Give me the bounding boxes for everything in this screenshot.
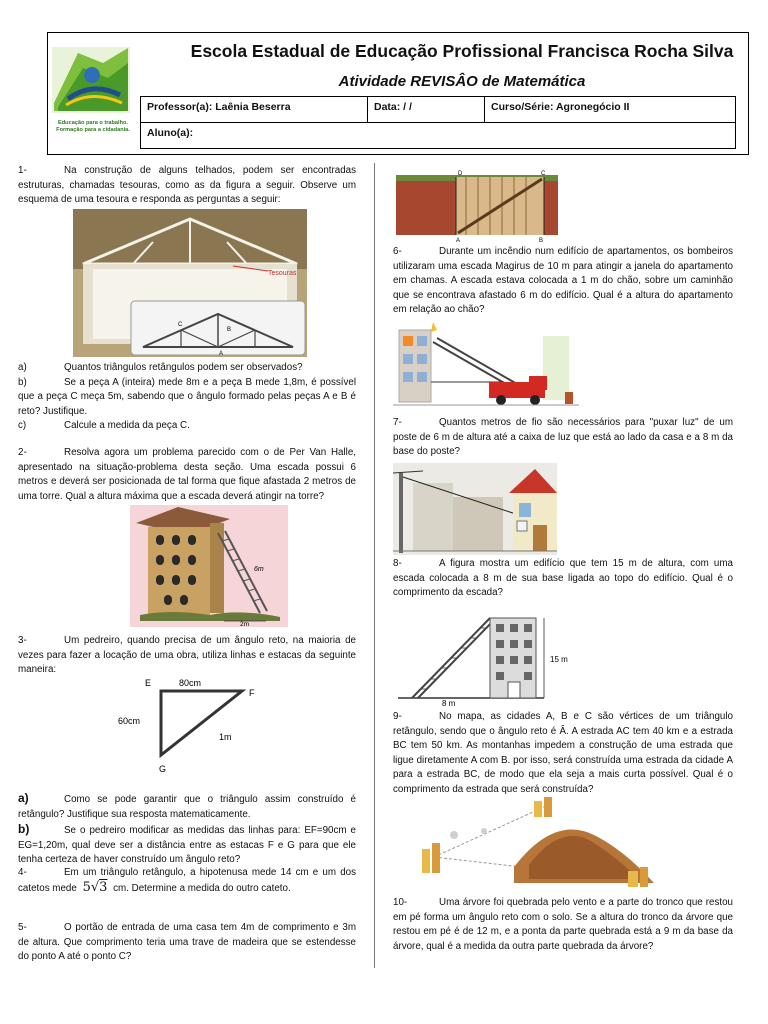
column-divider	[374, 163, 375, 968]
question-6	[393, 245, 733, 318]
question-text: Um pedreiro, quando precisa de um ângulo reto, na maioria de vezes para fazer a locação de uma obra, utiliza linhas e estacas da seguinte maneira:	[18, 635, 356, 675]
point-g-label: G	[159, 764, 167, 774]
question-1	[18, 164, 356, 208]
question-number: 2-	[18, 447, 27, 458]
question-text: Uma árvore foi quebrada pelo vento e a parte do tronco que restou em pé forma um ângulo reto com o solo. Se a altura do tronco da árvore que restou em pé é de 12 m, e a ponta da parte quebrada está a 9 m da base da árvore, qual é a medida da outra parte quebrada da árvore?	[393, 897, 733, 952]
question-text: O portão de entrada de uma casa tem 4m de comprimento e 3m de altura. Que comprimento teria uma trave de madeira que se estendesse do ponto A até o ponto C?	[18, 922, 356, 962]
question-5	[18, 921, 356, 965]
item-b-label: b)	[18, 376, 27, 388]
fire-truck-figure	[393, 320, 579, 412]
activity-title: Atividade REVISÂO de Matemática	[338, 73, 586, 90]
question-text-part-2: cm. Determine a medida do outro cateto.	[113, 882, 291, 894]
pole-house-figure	[393, 463, 557, 555]
question-number: 4-	[18, 867, 27, 878]
question-text: Durante um incêndio num edifício de apartamentos, os bombeiros utilizaram uma escada Magirus de 10 m para atingir a janela do apartamento em chamas. A escada estava colocada a 1 m do chão, sobre um caminhão que se encontrava afastado 6 m do edifício. Qual é a altura do apartamento em relação ao chão?	[393, 246, 733, 315]
question-text-part-1: Em um triângulo retângulo, a hipotenusa mede 14 cm e um dos catetos mede	[18, 867, 356, 894]
question-9	[393, 710, 733, 797]
tower-ladder-figure	[130, 505, 288, 627]
question-number: 10-	[393, 897, 408, 908]
building-height-label: 15 m	[550, 655, 568, 664]
gate-point-d: D	[458, 171, 463, 177]
point-e-label: E	[145, 678, 152, 688]
point-c-label: C	[178, 322, 183, 328]
question-text: No mapa, as cidades A, B e C são vértices de um triângulo retângulo, sendo que o ângulo reto é Â. A estrada AC tem 40 km e a estrada BC tem 50 km. As montanhas impedem a construção de uma estrada que ligue diretamente A com B. por isso, será construída uma estrada da cidade A para a estrada BC, de modo que ela seja a mais curta possível. Qual é o comprimento da estrada que será construída?	[393, 711, 733, 795]
item-b-text: Se a peça A (inteira) mede 8m e a peça B mede 1,8m, é possível que a peça C meça 5m, sabendo que o ângulo formado pelas peças A e B é reto? Justifique.	[18, 376, 356, 417]
school-name: Escola Estadual de Educação Profissional Francisca Rocha Silva	[190, 41, 734, 61]
gate-figure	[396, 165, 558, 243]
point-f-label: F	[249, 688, 255, 698]
question-1-items	[18, 361, 356, 434]
radical-expression: 5√3	[82, 879, 108, 895]
roof-truss-figure	[73, 209, 307, 357]
logo-text-2: Formação para a cidadania.	[56, 127, 130, 133]
school-logo	[48, 33, 138, 154]
header-box	[47, 32, 749, 155]
side-fg-label: 1m	[219, 732, 232, 742]
item-b-text: Se o pedreiro modificar as medidas das linhas para: EF=90cm e EG=1,20m, qual deve ser a distância entre as estacas F e G para que ele tenha certeza de haver construído um ângulo reto?	[18, 825, 356, 865]
side-ef-label: 80cm	[179, 678, 202, 688]
tesouras-label: Tesouras	[268, 270, 297, 277]
point-a-label: A	[219, 351, 224, 357]
point-b-label: B	[227, 327, 232, 333]
question-number: 7-	[393, 417, 402, 428]
item-a-label: a)	[18, 791, 29, 805]
item-c-text: Calcule a medida da peça C.	[64, 420, 190, 431]
question-4	[18, 866, 356, 896]
question-7	[393, 416, 733, 460]
item-b-label: b)	[18, 822, 30, 836]
question-10	[393, 896, 733, 954]
item-a-text: Quantos triângulos retângulos podem ser observados?	[64, 362, 303, 373]
teacher-field: Professor(a): Laênia Beserra	[140, 96, 368, 123]
student-field: Aluno(a):	[140, 122, 736, 149]
gate-point-b: B	[539, 238, 544, 243]
question-text: Resolva agora um problema parecido com o de Per Van Halle, apresentado na situação-problema desta seção. Uma escada possui 6 metros e deverá ser posicionada de tal forma que fique afastada 2 metros de uma torre. Qual a altura máxima que a escada deverá atingir na torre?	[18, 447, 356, 502]
building-ladder-figure	[394, 612, 574, 708]
question-number: 6-	[393, 246, 402, 257]
gate-point-a: A	[456, 238, 461, 243]
item-c-label: c)	[18, 420, 27, 431]
question-text: Quantos metros de fio são necessários para "puxar luz" de um poste de 6 m de altura até a caixa de luz que está ao lado da casa e a 8 m da base do poste?	[393, 417, 733, 457]
logo-text-1: Educação para o trabalho.	[58, 120, 128, 126]
question-2	[18, 446, 356, 504]
question-number: 5-	[18, 922, 27, 933]
question-number: 1-	[18, 165, 27, 176]
question-3-items	[18, 791, 356, 868]
side-eg-label: 60cm	[118, 716, 141, 726]
cities-map-figure	[414, 795, 658, 895]
question-8	[393, 557, 733, 601]
course-field: Curso/Série: Agronegócio II	[484, 96, 736, 123]
question-text: A figura mostra um edifício que tem 15 m de altura, com uma escada colocada a 8 m de sua base ligada ao topo do edifício. Qual é o comprimento da escada?	[393, 558, 733, 598]
gate-point-c: C	[541, 171, 546, 177]
ladder-length-label: 6m	[254, 566, 264, 573]
item-a-label: a)	[18, 362, 27, 373]
ladder-base-label: 8 m	[442, 699, 456, 708]
item-a-text: Como se pode garantir que o triângulo assim construído é retângulo? Justifique sua resposta matematicamente.	[18, 794, 356, 820]
date-field: Data: / /	[367, 96, 485, 123]
radical-argument: 3	[99, 879, 108, 895]
question-number: 3-	[18, 635, 27, 646]
base-distance-label: 2m	[240, 621, 250, 627]
radical-coefficient: 5	[82, 879, 91, 895]
question-number: 9-	[393, 711, 402, 722]
question-number: 8-	[393, 558, 402, 569]
question-text: Na construção de alguns telhados, podem ser encontradas estruturas, chamadas tesouras, como as da figura a seguir. Observe um esquema de uma tesoura e responda as perguntas a seguir:	[18, 165, 356, 205]
right-triangle-stakes-figure	[115, 668, 277, 778]
